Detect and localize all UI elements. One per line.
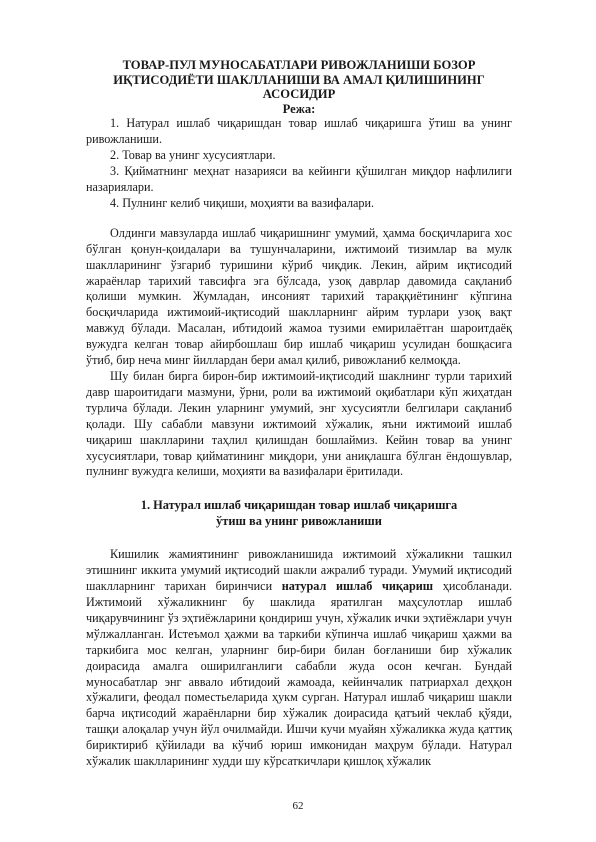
plan-list bbox=[86, 116, 512, 211]
section-heading bbox=[86, 498, 512, 529]
bold-term: натурал ишлаб чиқариш bbox=[281, 579, 434, 594]
section-paragraph bbox=[86, 547, 512, 770]
plan-item: 4. Пулнинг келиб чиқиши, моҳияти ва вазифалари. bbox=[110, 195, 375, 210]
plan-item: 2. Товар ва унинг хусусиятлари. bbox=[110, 148, 276, 163]
intro-paragraph: Шу билан бирга бирон-бир ижтимоий-иқтисодий шаклнинг турли тарихий давр шароитидаги мазмуни, ўрни, роли ва ижтимоий оқибатлари кўп жиҳатдан турлича бўлади. Лекин уларнинг умумий, энг хусусиятли белгилари сақланиб қолади. Шу сабабли мавзуни ижтимоий хўжалик, яъни ижтимоий ишлаб чиқариш шаклларини таҳлил қилишдан бошлаймиз. Кейин товар ва унинг хусусиятлари, товар қийматининг миқдори, уни аниқлашга бўлган ёндошувлар, пулнинг вужудга келиши, моҳияти ва вазифалари ёритилади. bbox=[86, 368, 512, 479]
plan-item: 3. Қийматнинг меҳнат назарияси ва кейинги қўшилган миқдор нафлилиги назариялари. bbox=[86, 164, 512, 194]
spacer bbox=[86, 212, 512, 226]
plan-item: 1. Натурал ишлаб чиқаришдан товар ишлаб чиқаришга ўтиш ва унинг ривожланиши. bbox=[86, 116, 512, 147]
paragraph-text: ҳисобланади. Ижтимоий хўжаликнинг бу шаклида яратилган маҳсулотлар ишлаб чиқарувчининг ўз эҳтиёжларини қондириш учун, хўжалик ички эҳтиёжлари учун мўлжалланган. Истеъмол ҳажми ва таркиби кўпинча ишлаб чиқариш ҳажми ва таркибига мос келган, уларнинг бир-бири билан боғланиши бир хўжалик доирасида амалга оширилганлиги сабабли жуда осон кечган. Бундай муносабатлар энг аввало ибтидоий жамоада, кейинчалик патриархал деҳқон хўжалиги, феодал поместьеларида ҳукм сурган. Натурал ишлаб чиқариш шакли барча иқтисодий жараёнларни бир хўжалик доирасида қатъий чеклаб қўяди, ташқи алоқалар учун йўл очилмайди. Ишчи кучи муайян хўжаликка жуда қаттиқ бириктириб қўйилади ва кўчиб юриш имконидан маҳрум бўлади. Натурал хўжалик шаклларининг худди шу кўрсаткичлари қишлоқ хўжалик bbox=[86, 579, 512, 769]
intro-paragraph: Олдинги мавзуларда ишлаб чиқаришнинг умумий, ҳамма босқичларига хос бўлган қонун-қоидалари ва тушунчаларини, ижтимоий тизимлар ва мулк шаклларининг ўзгариб туришини кўриб чиқдик. Лекин, айрим иқтисодий жараёнлар тарихий тавсифга эга бўлсада, узоқ даврлар давомида сақланиб қолиши мумкин. Жумладан, инсоният тарихий тараққиётининг кўпгина босқичларида ижтимоий-иқтисодий шаклларнинг айрим турлари узоқ вақт мавжуд бўлади. Масалан, ибтидоий жамоа тузими емирилаётган шароитдаёқ вужудга келган товар айирбошлаш бир ишлаб чиқариш усулидан бошқасига ўтиб, бир неча минг йиллардан бери амал қилиб, ривожланиб келмоқда. bbox=[86, 225, 512, 368]
plan-heading: Режа: bbox=[282, 101, 316, 116]
paragraph-text: Кишилик жамиятининг ривожланишида ижтимоий хўжаликни ташкил этишнинг иккита умумий иқтисодий шакли ажралиб туради. Умумий иқтисодий шаклларнинг тарихан биринчиси bbox=[86, 547, 512, 594]
section-heading-line: 1. Натурал ишлаб чиқаришдан товар ишлаб чиқаришга bbox=[140, 498, 458, 513]
page-number: 62 bbox=[292, 800, 304, 812]
document-title: ТОВАР-ПУЛ МУНОСАБАТЛАРИ РИВОЖЛАНИШИ БОЗОР ИҚТИСОДИЁТИ ШАКЛЛАНИШИ ВА АМАЛ ҚИЛИШИНИНГ АСОСИДИР bbox=[113, 58, 485, 102]
section-heading-line: ўтиш ва унинг ривожланиши bbox=[216, 513, 382, 528]
